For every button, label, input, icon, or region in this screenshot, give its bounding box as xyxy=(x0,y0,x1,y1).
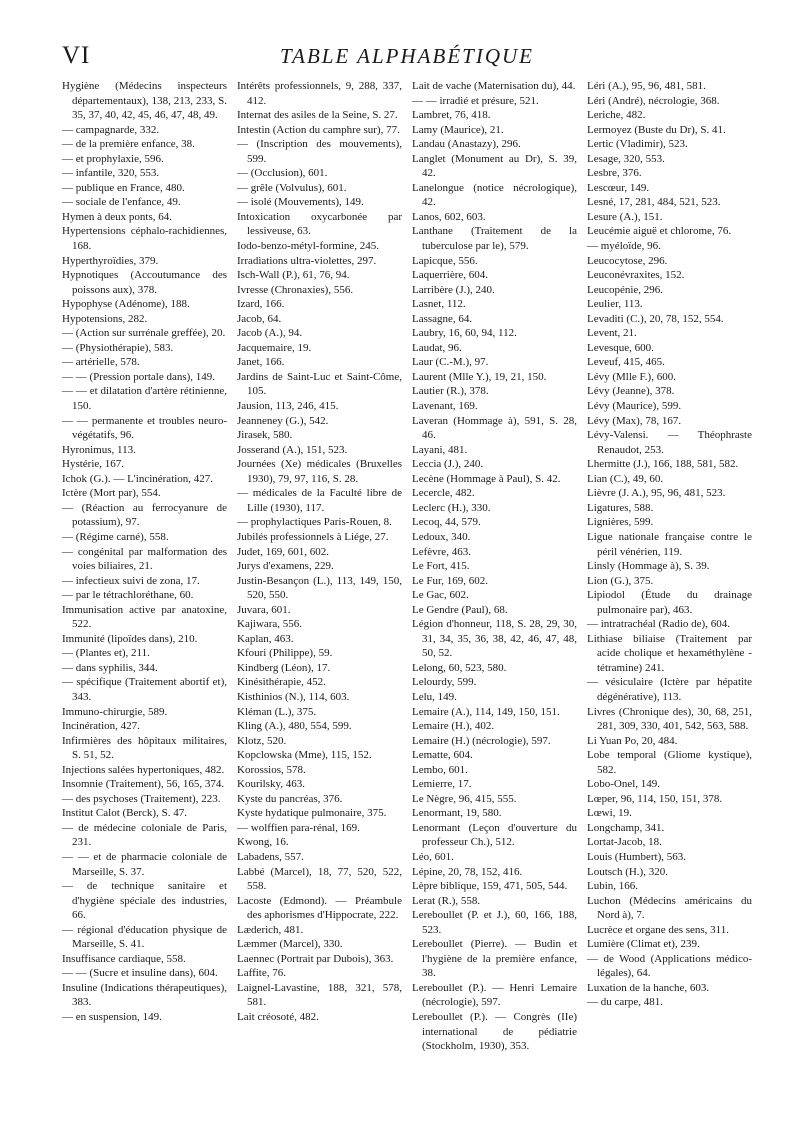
index-entry: Linsly (Hommage à), S. 39. xyxy=(587,560,710,573)
index-entry: — myéloïde, 96. xyxy=(587,240,661,253)
index-entry: Le Gendre (Paul), 68. xyxy=(412,603,508,616)
index-entry: Jurys d'examens, 229. xyxy=(237,560,334,573)
index-entry: Immunité (lipoïdes dans), 210. xyxy=(62,632,198,645)
index-entry: Levesque, 600. xyxy=(587,341,654,354)
index-entry: — — irradié et présure, 521. xyxy=(412,94,539,107)
index-entry: Léri (A.), 95, 96, 481, 581. xyxy=(587,80,706,92)
index-entry: Lœwi, 19. xyxy=(587,807,632,820)
index-entry: Laquerrière, 604. xyxy=(412,269,489,282)
index-entry: Kwong, 16. xyxy=(237,836,289,849)
index-entry: Kling (A.), 480, 554, 599. xyxy=(237,720,352,733)
index-entry: Labbé (Marcel), 18, 77, 520, 522, 558. xyxy=(237,865,402,893)
index-entry: Laffite, 76. xyxy=(237,967,286,980)
index-entry: Intestin (Action du camphre sur), 77. xyxy=(237,123,400,136)
index-entry: Lavenant, 169. xyxy=(412,400,478,413)
index-entry: — et prophylaxie, 596. xyxy=(62,152,164,165)
index-entry: Korossios, 578. xyxy=(237,763,306,776)
index-entry: — — permanente et troubles neuro-végétatifs, 96. xyxy=(62,414,227,442)
index-entry: Lacoste (Edmond). — Préambule des aphorismes d'Hippocrate, 222. xyxy=(237,894,402,922)
index-entry: — (Régime carné), 558. xyxy=(62,530,169,543)
index-entry: Lignières, 599. xyxy=(587,516,654,529)
index-entry: Luchon (Médecins américains du Nord à), 7. xyxy=(587,894,752,922)
index-entry: Lévy (Max), 78, 167. xyxy=(587,414,682,427)
index-entry: Lion (G.), 375. xyxy=(587,574,654,587)
index-column-1 xyxy=(62,79,227,1054)
index-entry: Longchamp, 341. xyxy=(587,821,665,834)
index-entry: Lait créosoté, 482. xyxy=(237,1011,319,1023)
index-entry: Justin-Besançon (L.), 113, 149, 150, 520, 550. xyxy=(237,574,402,602)
index-entry: Ligue nationale française contre le péril vénérien, 119. xyxy=(587,530,752,558)
index-entry: Laudat, 96. xyxy=(412,341,462,354)
index-entry: Josserand (A.), 151, 523. xyxy=(237,443,348,456)
index-entry: — régional d'éducation physique de Marseille, S. 41. xyxy=(62,923,227,951)
index-entry: Hypnotiques (Accoutumance des poissons aux), 378. xyxy=(62,269,227,296)
index-entry: Insuffisance cardiaque, 558. xyxy=(62,952,186,965)
index-entry: Leulier, 113. xyxy=(587,298,643,311)
index-entry: — des psychoses (Traitement), 223. xyxy=(62,792,221,805)
index-entry: Lœper, 96, 114, 150, 151, 378. xyxy=(587,792,723,805)
index-entry: Lanos, 602, 603. xyxy=(412,210,486,223)
index-entry: — campagnarde, 332. xyxy=(62,123,160,136)
index-entry: — isolé (Mouvements), 149. xyxy=(237,196,364,209)
index-entry: Lereboullet (P. et J.), 60, 166, 188, 523. xyxy=(412,909,577,936)
page-number: VI xyxy=(62,42,91,69)
index-entry: Lecène (Hommage à Paul), S. 42. xyxy=(412,472,561,485)
index-entry: Layani, 481. xyxy=(412,443,468,456)
index-entry: Lermoyez (Buste du Dr), S. 41. xyxy=(587,123,726,136)
index-entry: Lian (C.), 49, 60. xyxy=(587,472,664,485)
index-entry: Le Gac, 602. xyxy=(412,589,469,602)
index-entry: Insuline (Indications thérapeutiques), 383. xyxy=(62,981,227,1009)
index-entry: Hymen à deux ponts, 64. xyxy=(62,210,172,223)
index-entry: Lenormant, 19, 580. xyxy=(412,807,502,820)
index-entry: Lesné, 17, 281, 484, 521, 523. xyxy=(587,196,721,209)
index-entry: Hyperthyroïdies, 379. xyxy=(62,254,159,267)
index-entry: Lubin, 166. xyxy=(587,880,639,893)
index-entry: — spécifique (Traitement abortif et), 343. xyxy=(62,676,227,703)
index-entry: Lertic (Vladimir), 523. xyxy=(587,138,688,151)
index-entry: Lenormant (Leçon d'ouverture du professeur Ch.), 512. xyxy=(412,821,577,849)
index-entry: Leucémie aiguë et chlorome, 76. xyxy=(587,225,732,238)
index-entry: Lait de vache (Maternisation du), 44. xyxy=(412,80,576,92)
index-entry: Laubry, 16, 60, 94, 112. xyxy=(412,327,517,340)
index-entry: Li Yuan Po, 20, 484. xyxy=(587,734,678,747)
index-entry: Lévy (Maurice), 599. xyxy=(587,400,682,413)
index-entry: Incinération, 427. xyxy=(62,720,140,733)
index-entry: Leriche, 482. xyxy=(587,109,646,122)
index-entry: Institut Calot (Berck), S. 47. xyxy=(62,807,187,820)
page-title: TABLE ALPHABÉTIQUE xyxy=(280,44,534,68)
index-entry: Lefèvre, 463. xyxy=(412,545,471,558)
index-entry: Luxation de la hanche, 603. xyxy=(587,981,710,994)
index-entry: Lelourdy, 599. xyxy=(412,676,477,689)
index-entry: Læderich, 481. xyxy=(237,923,304,936)
index-entry: — sociale de l'enfance, 49. xyxy=(62,196,181,209)
index-entry: Laveran (Hommage à), 591, S. 28, 46. xyxy=(412,414,577,442)
index-entry: — (Occlusion), 601. xyxy=(237,167,328,180)
index-entry: — (Inscription des mouvements), 599. xyxy=(237,138,402,165)
index-entry: Lortat-Jacob, 18. xyxy=(587,836,662,849)
index-entry: Klotz, 520. xyxy=(237,734,287,747)
index-entry: — wolffien para-rénal, 169. xyxy=(237,821,360,834)
index-entry: Lelu, 149. xyxy=(412,690,457,703)
index-entry: Kinésithérapie, 452. xyxy=(237,676,326,689)
index-entry: Kfouri (Philippe), 59. xyxy=(237,647,333,660)
index-entry: Lipiodol (Étude du drainage pulmonaire par), 463. xyxy=(587,589,752,616)
index-entry: Hypophyse (Adénome), 188. xyxy=(62,298,190,311)
index-entry: — médicales de la Faculté libre de Lille (1930), 117. xyxy=(237,487,402,514)
index-entry: — artérielle, 578. xyxy=(62,356,140,369)
index-entry: Landau (Anastazy), 296. xyxy=(412,138,521,151)
index-entry: Jubilés professionnels à Liége, 27. xyxy=(237,530,389,543)
index-entry: Laignel-Lavastine, 188, 321, 578, 581. xyxy=(237,981,402,1009)
index-entry: Léo, 601. xyxy=(412,850,454,863)
index-entry: — de Wood (Applications médico-légales), 64. xyxy=(587,952,752,980)
index-entry: Kopclowska (Mme), 115, 152. xyxy=(237,749,372,762)
index-entry: Intoxication oxycarbonée par lessiveuse, 63. xyxy=(237,210,402,238)
index-entry: Immunisation active par anatoxine, 522. xyxy=(62,603,227,631)
index-entry: Lévy-Valensi. — Théophraste Renaudot, 253. xyxy=(587,429,752,456)
index-entry: Ivresse (Chronaxies), 556. xyxy=(237,283,354,296)
index-entry: Lèpre biblique, 159, 471, 505, 544. xyxy=(412,880,568,893)
index-entry: Lemaire (H.), 402. xyxy=(412,720,495,733)
index-entry: Lembo, 601. xyxy=(412,763,468,776)
index-entry: — — (Sucre et insuline dans), 604. xyxy=(62,967,218,980)
index-entry: — grêle (Volvulus), 601. xyxy=(237,181,347,194)
page-header xyxy=(62,42,752,76)
index-entry: Leucopénie, 296. xyxy=(587,283,664,296)
index-entry: Iodo-benzo-métyl-formine, 245. xyxy=(237,240,380,253)
index-entry: — congénital par malformation des voies biliaires, 21. xyxy=(62,545,227,573)
index-entry: Kyste hydatique pulmonaire, 375. xyxy=(237,807,387,820)
index-entry: Leccia (J.), 240. xyxy=(412,458,484,471)
index-entry: Jacob, 64. xyxy=(237,312,282,325)
index-entry: Irradiations ultra-violettes, 297. xyxy=(237,254,377,267)
index-entry: Lamy (Maurice), 21. xyxy=(412,123,504,136)
index-entry: Judet, 169, 601, 602. xyxy=(237,545,329,558)
index-entry: Kajiwara, 556. xyxy=(237,618,303,631)
index-entry: Lièvre (J. A.), 95, 96, 481, 523. xyxy=(587,487,726,500)
index-entry: — du carpe, 481. xyxy=(587,996,664,1009)
index-entry: — par le tétrachloréthane, 60. xyxy=(62,589,194,602)
index-entry: — publique en France, 480. xyxy=(62,181,185,194)
index-entry: Jardins de Saint-Luc et Saint-Côme, 105. xyxy=(237,370,402,398)
index-entry: Laur (C.-M.), 97. xyxy=(412,356,489,369)
index-entry: Jirasek, 580. xyxy=(237,429,293,442)
index-entry: Labadens, 557. xyxy=(237,850,304,863)
index-entry: Læmmer (Marcel), 330. xyxy=(237,938,343,951)
index-entry: Juvara, 601. xyxy=(237,603,291,616)
index-column-4 xyxy=(587,79,752,1054)
index-entry: Lereboullet (P.). — Congrès (IIe) international de pédiatrie (Stockholm, 1930), 353. xyxy=(412,1011,577,1053)
index-entry: Lemaire (A.), 114, 149, 150, 151. xyxy=(412,705,560,718)
index-entry: Langlet (Monument au Dr), S. 39, 42. xyxy=(412,152,577,180)
index-entry: Leucocytose, 296. xyxy=(587,254,668,267)
index-entry: Lanthane (Traitement de la tuberculose par le), 579. xyxy=(412,225,577,253)
index-entry: Jacquemaire, 19. xyxy=(237,341,312,354)
index-entry: Lesage, 320, 553. xyxy=(587,152,665,165)
index-entry: Lereboullet (P.). — Henri Lemaire (nécrologie), 597. xyxy=(412,981,577,1009)
index-entry: — (Plantes et), 211. xyxy=(62,647,150,660)
index-entry: Leclerc (H.), 330. xyxy=(412,501,491,514)
index-entry: — dans syphilis, 344. xyxy=(62,661,158,674)
index-entry: Lhermitte (J.), 166, 188, 581, 582. xyxy=(587,458,739,471)
index-entry: — de technique sanitaire et d'hygiène spéciale des industries, 66. xyxy=(62,880,227,922)
index-entry: Lereboullet (Pierre). — Budin et l'hygiène de la première enfance, 38. xyxy=(412,938,577,980)
index-entry: Kléman (L.), 375. xyxy=(237,705,317,718)
index-entry: — — et de pharmacie coloniale de Marseille, S. 37. xyxy=(62,850,227,878)
index-entry: Livres (Chronique des), 30, 68, 251, 281, 309, 330, 401, 542, 563, 588. xyxy=(587,705,752,733)
index-entry: Larribère (J.), 240. xyxy=(412,283,495,296)
index-entry: Lépine, 20, 78, 152, 416. xyxy=(412,865,523,878)
index-entry: Kisthinios (N.), 114, 603. xyxy=(237,690,350,703)
index-entry: Insomnie (Traitement), 56, 165, 374. xyxy=(62,778,225,791)
index-entry: Lasnet, 112. xyxy=(412,298,466,311)
index-entry: — — (Pression portale dans), 149. xyxy=(62,370,216,383)
index-entry: Léri (André), nécrologie, 368. xyxy=(587,94,720,107)
index-columns xyxy=(62,79,754,1054)
index-entry: Lecercle, 482. xyxy=(412,487,475,500)
index-entry: — infantile, 320, 553. xyxy=(62,167,160,180)
index-entry: — infectieux suivi de zona, 17. xyxy=(62,574,200,587)
index-entry: Janet, 166. xyxy=(237,356,285,369)
index-entry: Injections salées hypertoniques, 482. xyxy=(62,763,225,776)
index-entry: Lesbre, 376. xyxy=(587,167,642,180)
index-entry: Lapicque, 556. xyxy=(412,254,478,267)
index-entry: Lemaire (H.) (nécrologie), 597. xyxy=(412,734,551,747)
index-entry: Ligatures, 588. xyxy=(587,501,654,514)
index-entry: — (Réaction au ferrocyanure de potassium), 97. xyxy=(62,501,227,529)
index-entry: Journées (Xe) médicales (Bruxelles 1930), 79, 97, 116, S. 28. xyxy=(237,458,402,485)
index-entry: Hyronimus, 113. xyxy=(62,443,136,456)
index-entry: Ictère (Mort par), 554. xyxy=(62,487,161,500)
index-column-3 xyxy=(412,79,577,1054)
index-entry: Lesure (A.), 151. xyxy=(587,210,663,223)
index-entry: Louis (Humbert), 563. xyxy=(587,850,686,863)
index-entry: Lucrèce et organe des sens, 311. xyxy=(587,923,730,936)
index-entry: Lanelongue (notice nécrologique), 42. xyxy=(412,181,577,209)
index-entry: Laennec (Portrait par Dubois), 363. xyxy=(237,952,394,965)
index-entry: — intratrachéal (Radio de), 604. xyxy=(587,618,730,631)
index-column-2 xyxy=(237,79,402,1054)
index-entry: — de médecine coloniale de Paris, 231. xyxy=(62,821,227,849)
index-entry: Jausion, 113, 246, 415. xyxy=(237,400,339,413)
index-entry: Hypertensions céphalo-rachidiennes, 168. xyxy=(62,225,227,253)
index-entry: — (Action sur surrénale greffée), 20. xyxy=(62,327,226,340)
index-entry: Kindberg (Léon), 17. xyxy=(237,661,331,674)
index-entry: Jacob (A.), 94. xyxy=(237,327,303,340)
index-entry: — (Physiothérapie), 583. xyxy=(62,341,174,354)
index-entry: Hypotensions, 282. xyxy=(62,312,148,325)
index-entry: Lemierre, 17. xyxy=(412,778,472,791)
index-entry: Lévy (Mlle F.), 600. xyxy=(587,370,676,383)
index-entry: Infirmières des hôpitaux militaires, S. 51, 52. xyxy=(62,734,227,762)
index-entry: Lobe temporal (Gliome kystique), 582. xyxy=(587,749,752,776)
index-entry: Izard, 166. xyxy=(237,298,285,311)
index-entry: Lassagne, 64. xyxy=(412,312,473,325)
index-entry: Lescœur, 149. xyxy=(587,181,650,194)
index-entry: Immuno-chirurgie, 589. xyxy=(62,705,168,718)
index-entry: — vésiculaire (Ictère par hépatite dégénérative), 113. xyxy=(587,676,752,703)
index-entry: Le Nègre, 96, 415, 555. xyxy=(412,792,517,805)
index-entry: Lematte, 604. xyxy=(412,749,473,762)
index-entry: Hystérie, 167. xyxy=(62,458,125,471)
index-entry: Lévy (Jeanne), 378. xyxy=(587,385,675,398)
index-entry: Lambret, 76, 418. xyxy=(412,109,491,122)
index-entry: Lerat (R.), 558. xyxy=(412,894,481,907)
index-entry: Levaditi (C.), 20, 78, 152, 554. xyxy=(587,312,724,325)
index-entry: Kyste du pancréas, 376. xyxy=(237,792,343,805)
index-entry: Internat des asiles de la Seine, S. 27. xyxy=(237,109,398,122)
index-entry: — de la première enfance, 38. xyxy=(62,138,195,151)
index-entry: Leuconévraxites, 152. xyxy=(587,269,685,282)
index-entry: Lecoq, 44, 579. xyxy=(412,516,481,529)
index-entry: Lautier (R.), 378. xyxy=(412,385,489,398)
index-entry: — — et dilatation d'artère rétinienne, 150. xyxy=(62,385,227,413)
index-entry: Intérêts professionnels, 9, 288, 337, 412. xyxy=(237,80,402,107)
index-entry: Isch-Wall (P.), 61, 76, 94. xyxy=(237,269,350,282)
index-entry: Jeanneney (G.), 542. xyxy=(237,414,329,427)
index-entry: Le Fur, 169, 602. xyxy=(412,574,488,587)
index-entry: Le Fort, 415. xyxy=(412,560,470,573)
index-entry: Légion d'honneur, 118, S. 28, 29, 30, 31, 34, 35, 36, 38, 42, 46, 47, 48, 50, 52. xyxy=(412,618,577,660)
index-entry: Lumière (Climat et), 239. xyxy=(587,938,700,951)
index-entry: — prophylactiques Paris-Rouen, 8. xyxy=(237,516,392,529)
index-entry: Loutsch (H.), 320. xyxy=(587,865,668,878)
index-entry: Ichok (G.). — L'incinération, 427. xyxy=(62,472,214,485)
index-entry: Lelong, 60, 523, 580. xyxy=(412,661,507,674)
index-entry: Lobo-Onel, 149. xyxy=(587,778,661,791)
index-entry: Laurent (Mlle Y.), 19, 21, 150. xyxy=(412,370,547,383)
index-entry: Ledoux, 340. xyxy=(412,530,471,543)
index-entry: Kaplan, 463. xyxy=(237,632,294,645)
index-entry: — en suspension, 149. xyxy=(62,1011,162,1023)
index-entry: Leveuf, 415, 465. xyxy=(587,356,665,369)
index-entry: Lithiase biliaise (Traitement par acide cholique et hexaméthylène - tétramine) 241. xyxy=(587,632,752,674)
index-entry: Kourilsky, 463. xyxy=(237,778,306,791)
index-entry: Hygiène (Médecins inspecteurs départementaux), 138, 213, 233, S. 35, 37, 40, 42, 45, 46, 47, 48, 49. xyxy=(62,80,227,122)
index-entry: Levent, 21. xyxy=(587,327,637,340)
